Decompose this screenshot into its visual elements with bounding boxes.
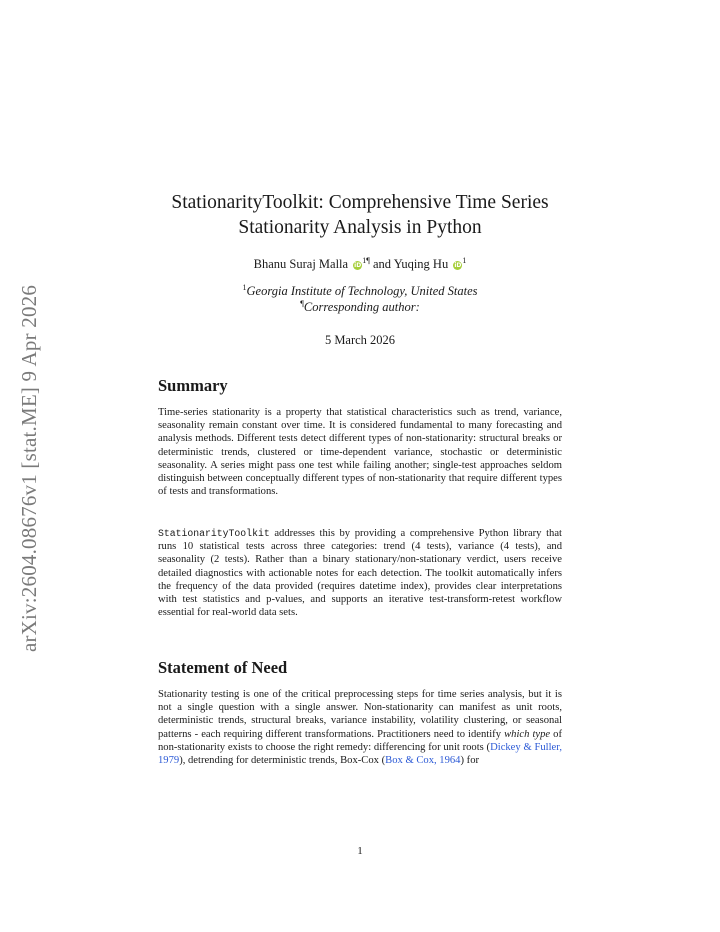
title-line-1: StationarityToolkit: Comprehensive Time Series <box>171 192 549 213</box>
need-text-1: Stationarity testing is one of the critical preprocessing steps for time series analysis, but it is not a single question with a single answer. Non-stationarity can manifest as unit roots, deterministic trends, structural breaks, variance instability, volatility clustering, or seasonal patterns - each requiring different transformations. Practitioners need to identify <box>158 689 562 740</box>
publication-date: 5 March 2026 <box>324 333 396 347</box>
affiliation-1 <box>140 284 580 300</box>
author-list <box>140 256 580 272</box>
need-text-3: ), detrending for deterministic trends, Box-Cox ( <box>179 755 386 767</box>
orcid-icon[interactable]: iD <box>354 262 362 269</box>
title-line-2: Stationarity Analysis in Python <box>238 217 482 238</box>
paper-title <box>140 190 580 240</box>
toolkit-code-name: StationarityToolkit <box>158 528 270 539</box>
author-name-1: Bhanu Suraj Malla <box>253 257 349 271</box>
need-paragraph-1 <box>158 688 562 767</box>
need-text-2: of non-stationarity exists to choose the right remedy: differencing for unit roots ( <box>158 728 562 753</box>
affiliation-1-text: Georgia Institute of Technology, United States <box>246 284 478 298</box>
page-number: 1 <box>357 845 363 857</box>
affiliation-2-mark: ¶ <box>300 298 304 308</box>
summary-paragraph-1: Time-series stationarity is a property that statistical characteristics such as trend, variance, seasonality remain constant over time. It is considered fundamental to many forecasting and analysis methods. Different tests detect different types of non-stationarity: structural breaks or deterministic trends, clustered or time-dependent variance, stochastic or deterministic seasonality. A series might pass one test while failing another; single-test approaches seldom distinguish between conceptually different types of non-stationarity that require different types of tests and transformations. <box>158 407 562 498</box>
author-name-2: Yuqing Hu <box>393 257 449 271</box>
orcid-icon[interactable]: iD <box>454 262 462 269</box>
affiliation-2 <box>140 300 580 316</box>
author-2-superscript: 1 <box>462 256 467 265</box>
arxiv-identifier-stamp <box>10 258 50 678</box>
summary-paragraph-2-text: addresses this by providing a comprehensive Python library that runs 10 statistical tests across three categories: trend (4 tests), variance (4 tests), and seasonality (2 tests). Rather than a binary stationary/non-stationary verdict, users receive detailed diagnostics with actionable notes for each detection. The toolkit automatically infers the frequency of the data provided (requires datetime index), provides clear interpretations with test statistics and p-values, and supports an iterative test-transform-retest workflow essential for real-world data sets. <box>158 528 562 619</box>
section-heading-statement-of-need: Statement of Need <box>158 658 288 677</box>
citation-dickey-fuller-link[interactable]: Dickey & Fuller, 1979 <box>158 741 562 767</box>
author-connector: and <box>372 257 392 271</box>
affiliation-2-text: Corresponding author: <box>303 299 420 314</box>
author-1-superscript: 1¶ <box>362 256 370 265</box>
arxiv-identifier-text: arXiv:2604.08676v1 [stat.ME] 9 Apr 2026 <box>17 284 42 652</box>
citation-box-cox-link[interactable]: Box & Cox, 1964 <box>385 755 461 767</box>
summary-paragraph-2 <box>158 527 562 619</box>
affiliations <box>140 284 580 315</box>
affiliation-1-mark: 1 <box>242 283 247 292</box>
need-emphasis: which type <box>504 728 551 740</box>
section-heading-summary: Summary <box>158 376 228 395</box>
need-text-4: ) for <box>460 755 480 767</box>
